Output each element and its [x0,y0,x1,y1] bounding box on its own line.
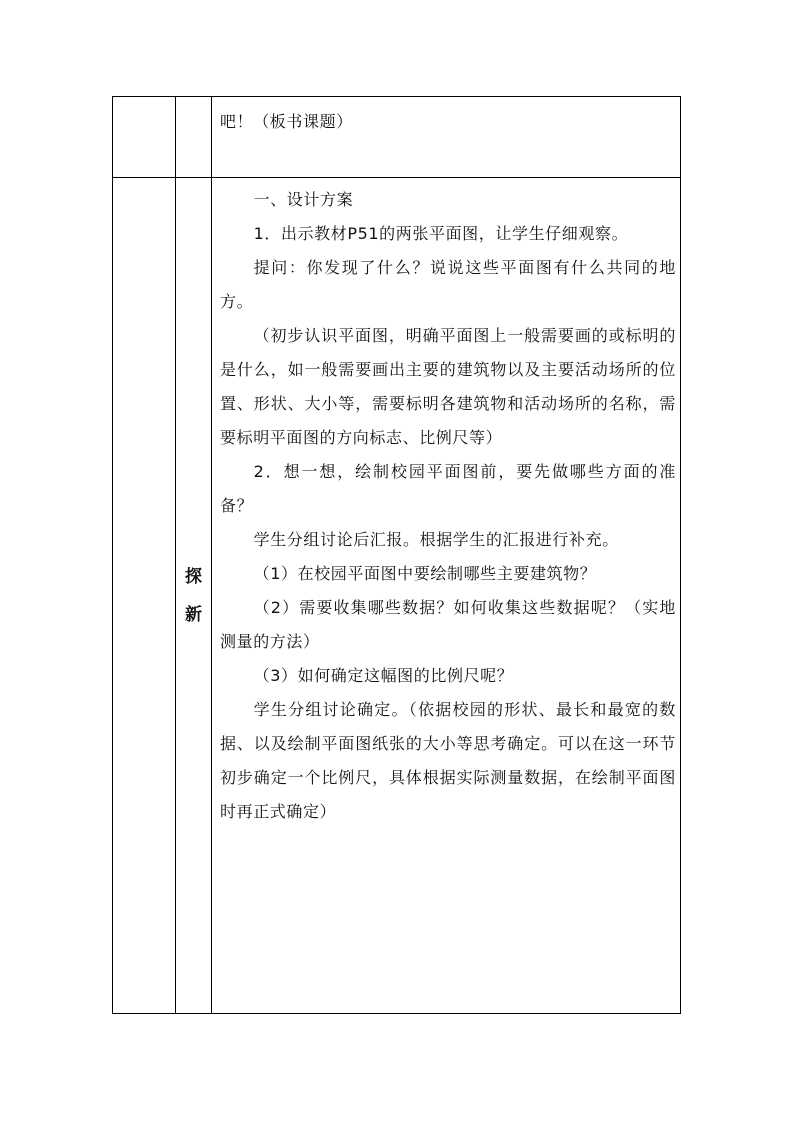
paragraph: （2）需要收集哪些数据？如何收集这些数据呢？（实地测量的方法） [220,598,676,651]
stage-column-cell [113,97,176,178]
paragraph: （3）如何确定这幅图的比例尺呢？ [253,666,514,685]
section-label-cell [176,178,212,1014]
paragraph: （初步认识平面图，明确平面图上一般需要画的或标明的是什么，如一般需要画出主要的建筑物以及主要活动场所的位置、形状、大小等，需要标明各建筑物和活动场所的名称，需要标明平面图的方向标志、比例尺等） [220,326,676,447]
content-cell-explore [212,178,681,1014]
content-cell-intro [212,97,681,178]
paragraph: 学生分组讨论后汇报。根据学生的汇报进行补充。 [253,530,619,549]
table-row-intro [113,97,681,178]
paragraph: 一、设计方案 [253,190,354,209]
section-label-char: 新 [185,604,202,625]
label-column-cell [176,97,212,178]
section-label-char: 探 [185,566,202,587]
lesson-plan-table [112,96,681,1014]
paragraph: （1）在校园平面图中要绘制哪些主要建筑物？ [253,564,597,583]
paragraph: 1．出示教材P51的两张平面图，让学生仔细观察。 [253,224,629,243]
paragraph: 2．想一想，绘制校园平面图前，要先做哪些方面的准备？ [220,462,676,515]
table-row-explore [113,178,681,1014]
stage-column-cell [113,178,176,1014]
paragraph: 提问：你发现了什么？说说这些平面图有什么共同的地方。 [220,258,676,311]
paragraph: 学生分组讨论确定。（依据校园的形状、最长和最宽的数据、以及绘制平面图纸张的大小等思考确定。可以在这一环节初步确定一个比例尺，具体根据实际测量数据，在绘制平面图时再正式确定） [220,700,676,821]
explore-content [212,178,680,829]
intro-text: 吧！（板书课题） [220,112,353,131]
